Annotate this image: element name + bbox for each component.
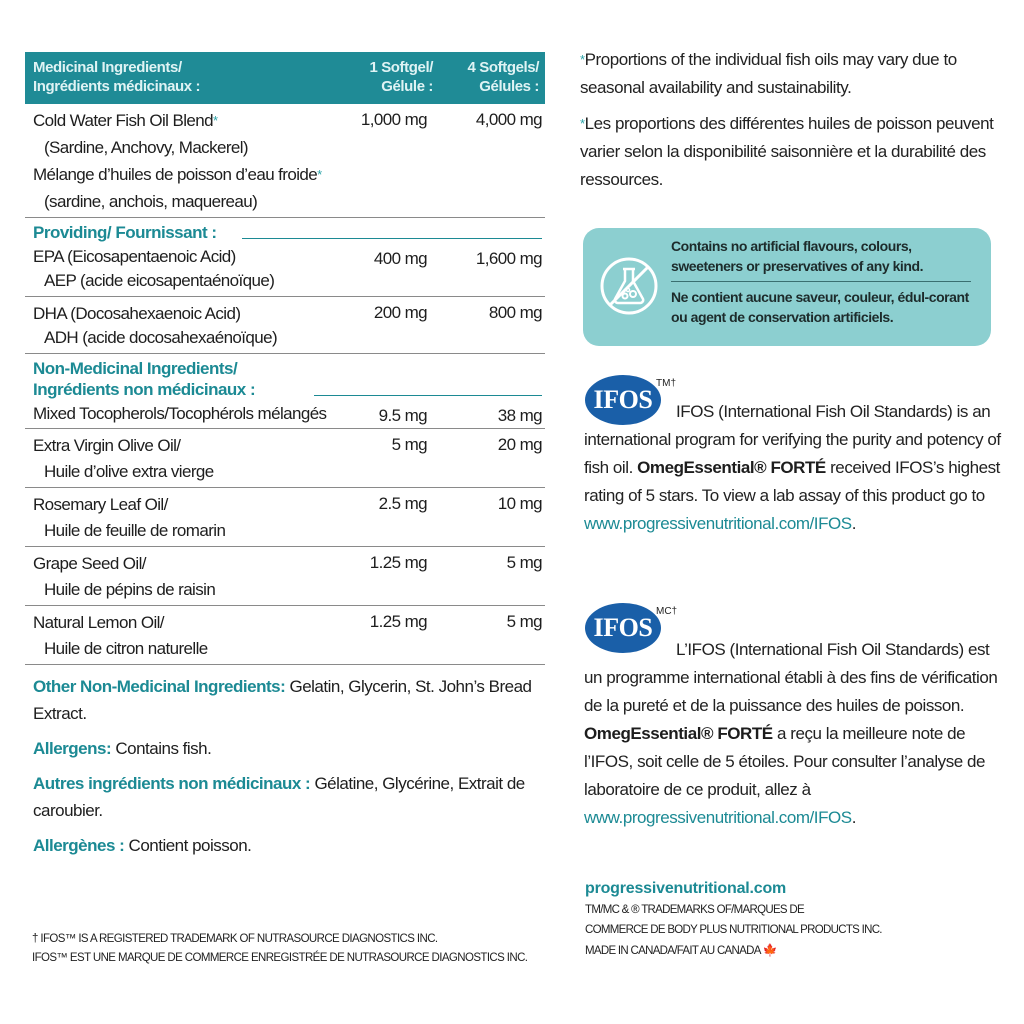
amount-per-softgel: 400 mg bbox=[373, 249, 427, 268]
ifos-trademark-footer bbox=[32, 930, 527, 968]
ifos-logo bbox=[584, 602, 662, 654]
svg-text:IFOS: IFOS bbox=[593, 385, 653, 414]
header-per-4-en: 4 Softgels/ bbox=[467, 59, 539, 76]
table-row bbox=[25, 606, 545, 665]
amount-per-4-softgels: 38 mg bbox=[497, 406, 542, 425]
amount-per-softgel: 200 mg bbox=[373, 303, 427, 322]
table-row bbox=[25, 547, 545, 606]
trademark-mark: MC† bbox=[656, 606, 678, 617]
company-website-link[interactable]: progressivenutritional.com bbox=[585, 880, 787, 897]
table-row bbox=[25, 400, 545, 429]
other-ingredients-en: Other Non-Medicinal Ingredients: Gelatin, Glycerin, St. John’s Bread Extract. bbox=[33, 677, 532, 723]
ingredient-sub-fr: (sardine, anchois, maquereau) bbox=[44, 192, 258, 211]
trademark-mark: TM† bbox=[656, 378, 676, 389]
ifos-logo bbox=[584, 374, 662, 426]
ingredient-sub: Huile de pépins de raisin bbox=[44, 580, 216, 599]
table-row bbox=[25, 429, 545, 488]
allergens-fr: Allergènes : Contient poisson. bbox=[33, 836, 252, 855]
panel-divider bbox=[671, 281, 971, 282]
amount-per-softgel: 2.5 mg bbox=[378, 494, 427, 513]
amount-per-softgel: 1.25 mg bbox=[369, 612, 427, 631]
ifos-link-en[interactable]: www.progressivenutritional.com/IFOS bbox=[584, 514, 852, 533]
supplement-facts-table bbox=[25, 52, 545, 859]
trademark-line-1: TM/MC & ® TRADEMARKS OF/MARQUES DE bbox=[585, 904, 804, 916]
ingredient-name: Mixed Tocopherols/Tocophérols mélangés bbox=[33, 404, 327, 423]
ifos-link-fr[interactable]: www.progressivenutritional.com/IFOS bbox=[584, 808, 852, 827]
ingredient-name-fr: Mélange d’huiles de poisson d’eau froide* bbox=[33, 165, 322, 184]
ingredient-sub: AEP (acide eicosapentaénoïque) bbox=[44, 271, 275, 290]
ingredient-sub: ADH (acide docosahexaénoïque) bbox=[44, 328, 278, 347]
ifos-text-fr: L’IFOS (International Fish Oil Standards) est un programme international établi à des fins de vérification de la pureté et de la puissance des huiles de poisson. OmegEssential® FORTÉ a reçu la meilleure note de l’IFOS, soit celle de 5 étoiles. Pour consulter l’analyse de laboratoire de ce produit, allez à www.progressivenutritional.com/IFOS. bbox=[584, 640, 998, 827]
table-row bbox=[25, 297, 545, 354]
trademark-line-2: COMMERCE DE BODY PLUS NUTRITIONAL PRODUCTS INC. bbox=[585, 924, 882, 936]
ingredient-name: Rosemary Leaf Oil/ bbox=[33, 495, 168, 514]
other-ingredients-fr: Autres ingrédients non médicinaux : Gélatine, Glycérine, Extrait de caroubier. bbox=[33, 774, 525, 820]
amount-per-softgel: 1,000 mg bbox=[360, 110, 427, 129]
amount-per-softgel: 5 mg bbox=[391, 435, 427, 454]
ingredient-name: Extra Virgin Olive Oil/ bbox=[33, 436, 181, 455]
maple-leaf-icon: 🍁 bbox=[762, 943, 777, 957]
table-row bbox=[25, 243, 545, 297]
no-artificial-text bbox=[671, 236, 971, 327]
ingredient-name: DHA (Docosahexaenoic Acid) bbox=[33, 304, 241, 323]
table-row bbox=[25, 104, 545, 218]
table-row bbox=[25, 488, 545, 547]
ingredient-sub: Huile de feuille de romarin bbox=[44, 521, 226, 540]
proportions-note-en: *Proportions of the individual fish oils may vary due to seasonal availability and sustainability. bbox=[580, 50, 957, 97]
no-artificial-en: Contains no artificial flavours, colours, sweeteners or preservatives of any kind. bbox=[671, 238, 924, 274]
amount-per-4-softgels: 5 mg bbox=[506, 553, 542, 572]
no-artificial-panel bbox=[583, 228, 991, 346]
allergens-en: Allergens: Contains fish. bbox=[33, 739, 212, 758]
amount-per-softgel: 9.5 mg bbox=[378, 406, 427, 425]
ingredient-name: Grape Seed Oil/ bbox=[33, 554, 146, 573]
header-ingredients-en: Medicinal Ingredients/ bbox=[33, 59, 182, 76]
header-per-softgel-fr: Gélule : bbox=[381, 78, 433, 95]
no-artificial-fr: Ne contient aucune saveur, couleur, édul-corant ou agent de conservation artificiels. bbox=[671, 289, 969, 325]
made-in-canada: MADE IN CANADA/FAIT AU CANADA 🍁 bbox=[585, 943, 777, 957]
ingredient-sub: Huile d’olive extra vierge bbox=[44, 462, 214, 481]
trademark-line-fr: IFOS™ EST UNE MARQUE DE COMMERCE ENREGISTRÉE DE NUTRASOURCE DIAGNOSTICS INC. bbox=[32, 952, 528, 964]
header-per-4-softgels bbox=[468, 58, 539, 96]
amount-per-4-softgels: 1,600 mg bbox=[475, 249, 542, 268]
ingredient-name: Natural Lemon Oil/ bbox=[33, 613, 164, 632]
header-per-4-fr: Gélules : bbox=[479, 78, 539, 95]
ingredient-name: Cold Water Fish Oil Blend* bbox=[33, 111, 218, 130]
header-ingredients bbox=[33, 58, 200, 96]
svg-text:IFOS: IFOS bbox=[593, 613, 653, 642]
amount-per-4-softgels: 4,000 mg bbox=[475, 110, 542, 129]
table-header bbox=[25, 52, 545, 104]
amount-per-4-softgels: 20 mg bbox=[497, 435, 542, 454]
non-medicinal-header: Non-Medicinal Ingredients/ Ingrédients non médicinaux : bbox=[25, 358, 545, 400]
providing-header: Providing/ Fournissant : bbox=[25, 222, 545, 243]
amount-per-4-softgels: 5 mg bbox=[506, 612, 542, 631]
proportions-note-fr: *Les proportions des différentes huiles de poisson peuvent varier selon la disponibilité saisonnière et la durabilité des ressources. bbox=[580, 114, 994, 189]
ifos-section-fr bbox=[584, 602, 1008, 832]
no-chemicals-flask-icon bbox=[598, 255, 660, 317]
trademark-line-en: † IFOS™ IS A REGISTERED TRADEMARK OF NUTRASOURCE DIAGNOSTICS INC. bbox=[32, 933, 438, 945]
right-column bbox=[580, 46, 1010, 827]
ingredient-sub: Huile de citron naturelle bbox=[44, 639, 208, 658]
ifos-text-en: IFOS (International Fish Oil Standards) is an international program for verifying the purity and potency of fish oil. OmegEssential® FORTÉ received IFOS’s highest rating of 5 stars. To view a lab assay of this product go to www.progressivenutritional.com/IFOS. bbox=[584, 402, 1001, 533]
ifos-section-en bbox=[584, 374, 1008, 538]
amount-per-4-softgels: 10 mg bbox=[497, 494, 542, 513]
ingredient-sub: (Sardine, Anchovy, Mackerel) bbox=[44, 138, 248, 157]
company-footer bbox=[585, 878, 1005, 961]
header-per-softgel bbox=[369, 58, 433, 96]
amount-per-4-softgels: 800 mg bbox=[488, 303, 542, 322]
brand-name: OmegEssential® FORTÉ bbox=[637, 458, 826, 477]
amount-per-softgel: 1.25 mg bbox=[369, 553, 427, 572]
ingredient-name: EPA (Eicosapentaenoic Acid) bbox=[33, 247, 236, 266]
brand-name: OmegEssential® FORTÉ bbox=[584, 724, 773, 743]
header-ingredients-fr: Ingrédients médicinaux : bbox=[33, 78, 201, 95]
other-ingredients-block bbox=[25, 673, 545, 859]
header-per-softgel-en: 1 Softgel/ bbox=[369, 59, 433, 76]
